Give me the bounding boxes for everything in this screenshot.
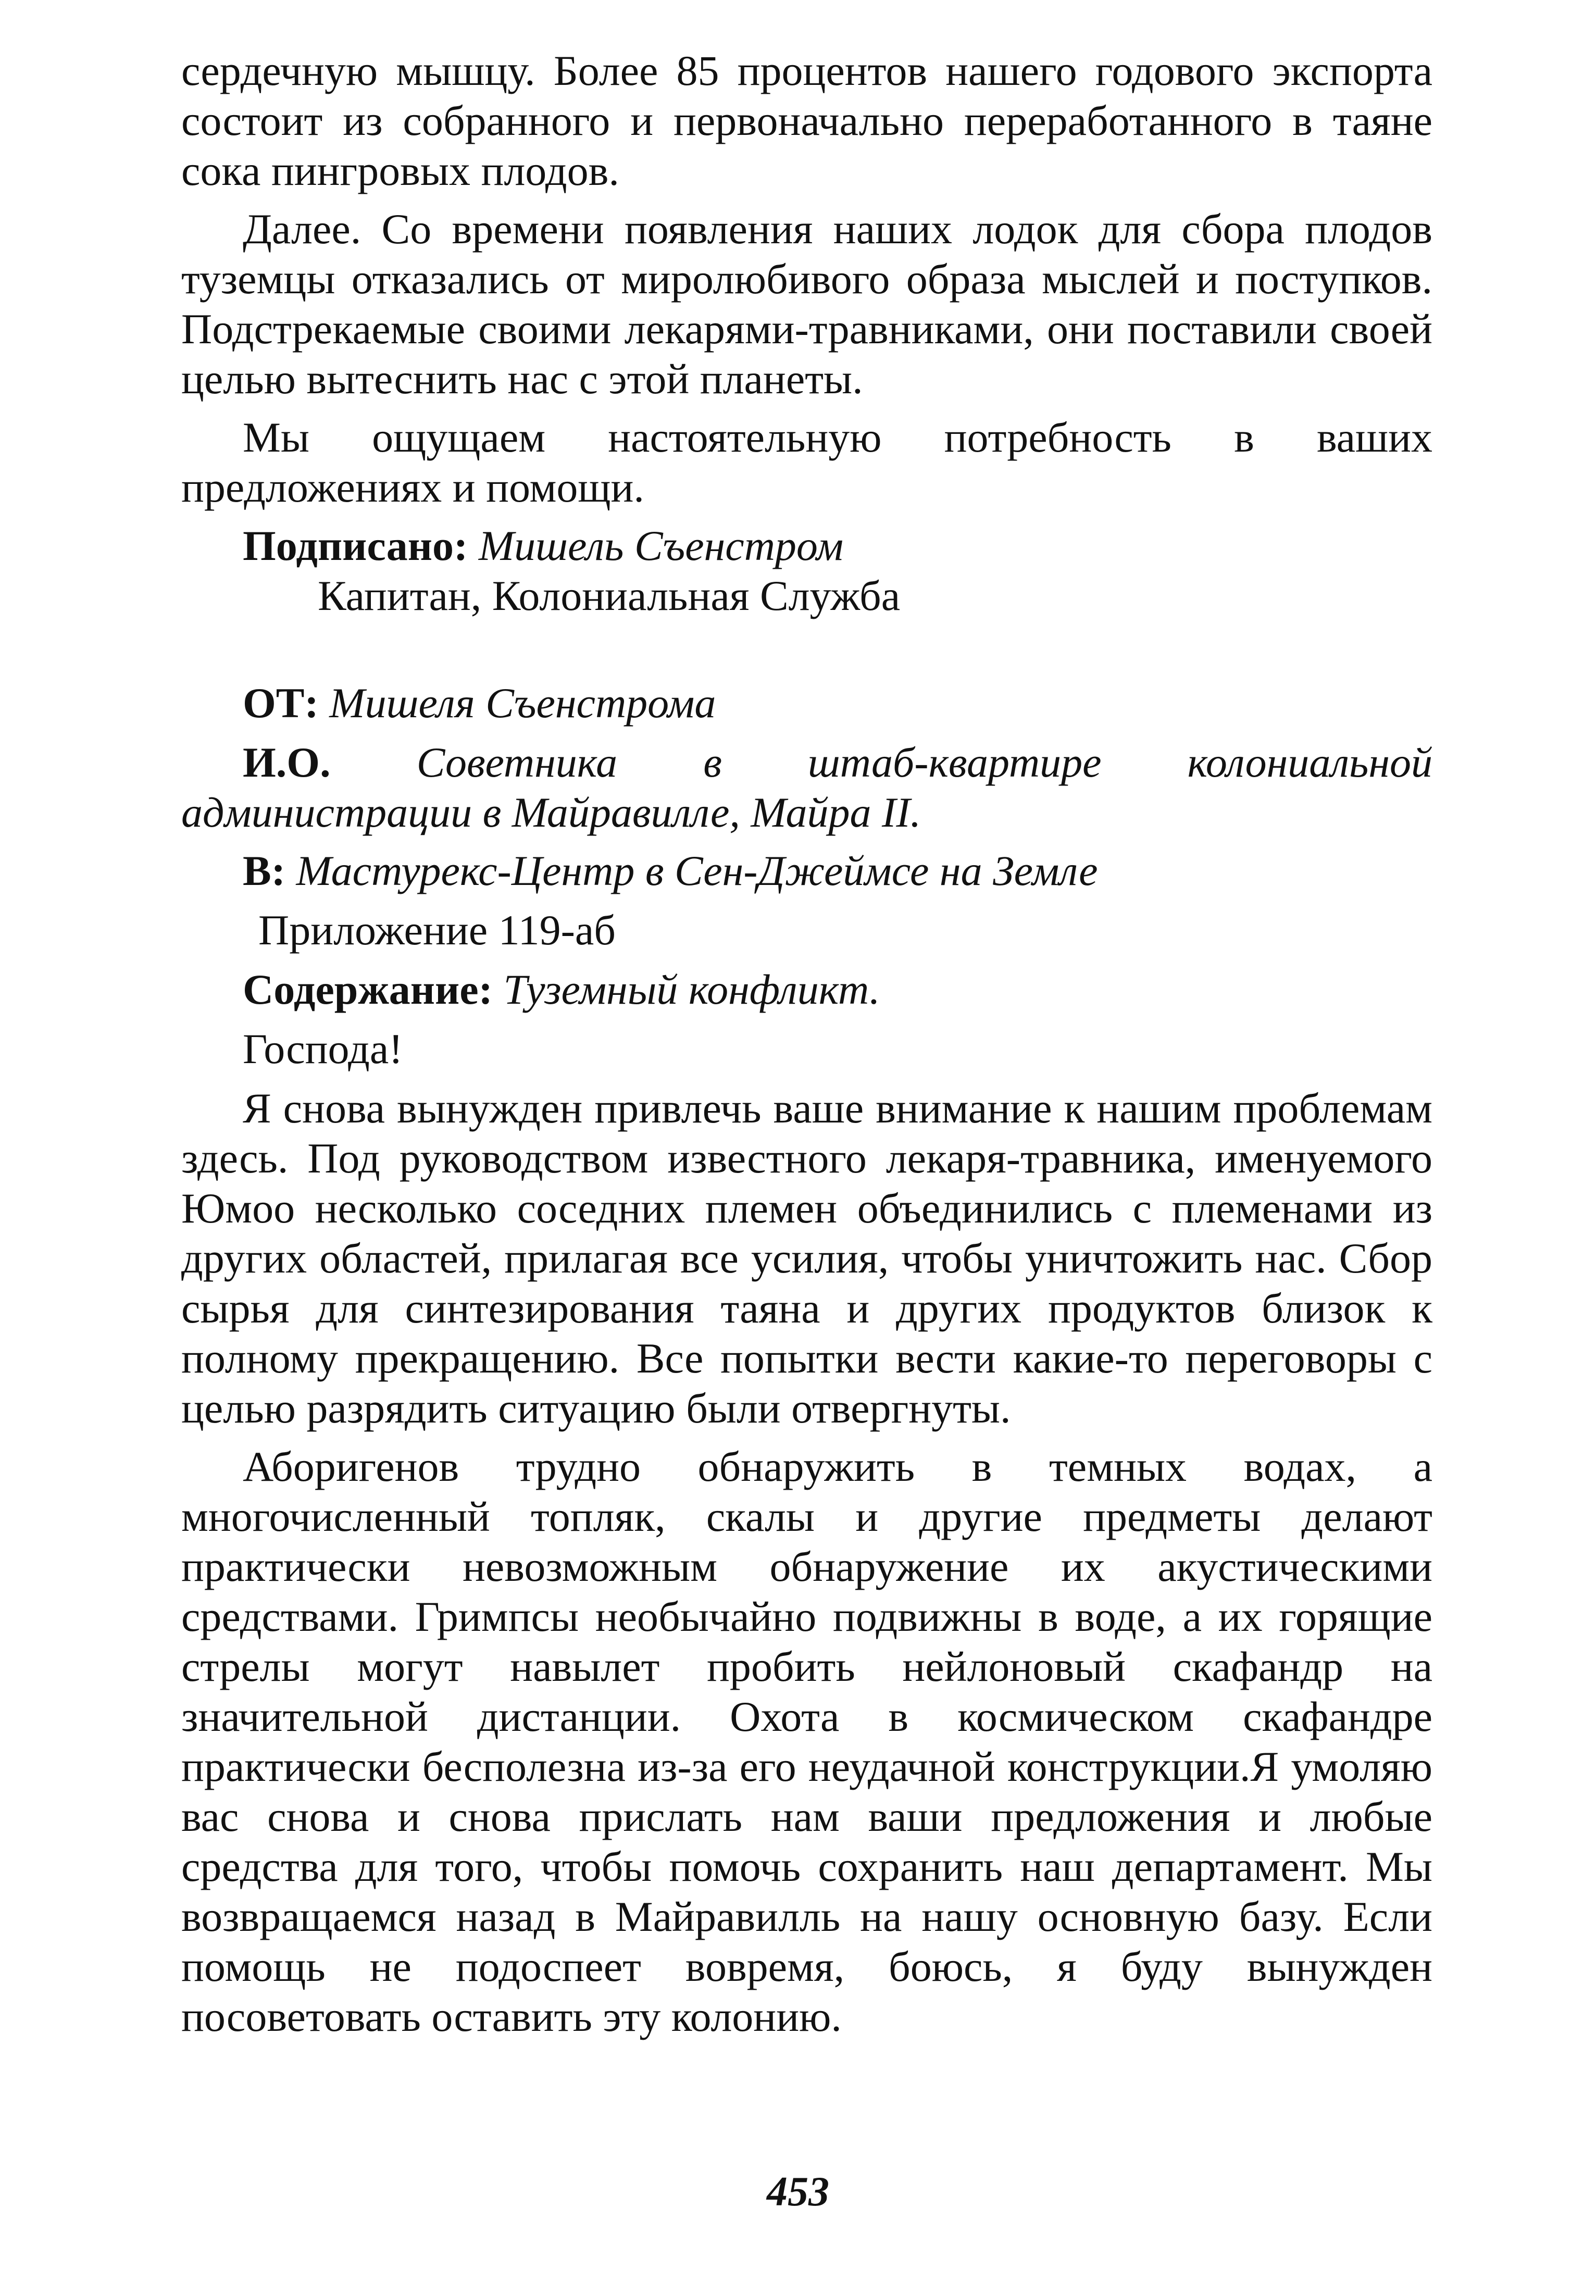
memo-acting-label: И.О. <box>243 739 331 786</box>
signature-line <box>181 521 1432 571</box>
memo-from-label: ОТ: <box>243 679 319 727</box>
memo-subject <box>181 965 1432 1015</box>
paragraph: Далее. Со времени появления наших лодок для сбора плодов туземцы отказались от миролюбивого образа мыслей и поступков. Подстрекаемые своими лекарями-травниками, они поставили своей целью вытеснить нас с этой планеты. <box>181 205 1432 403</box>
page-number: 453 <box>767 2169 829 2215</box>
memo-acting-value: Советника в штаб-квартире колониальной администрации в Майравилле, Майра II. <box>181 739 1432 836</box>
memo-to-value: Мастурекс-Центр в Сен-Джеймсе на Земле <box>296 847 1098 894</box>
paragraph-continuation: сердечную мышцу. Более 85 процентов нашего годового экспорта состоит из собранного и первоначально переработанного в таяне сока пингровых плодов. <box>181 47 1432 194</box>
memo-acting <box>181 738 1432 838</box>
memo-subject-label: Содержание: <box>243 966 493 1013</box>
memo-salutation: Господа! <box>243 1025 403 1072</box>
memo-attachment: Приложение 119-аб <box>258 906 616 954</box>
memo-subject-value: Туземный конфликт. <box>503 966 880 1013</box>
paragraph: Я снова вынужден привлечь ваше внимание к нашим проблемам здесь. Под руководством известного лекаря-травника, именуемого Юмоо несколько соседних племен объединились с племенами из других областей, прилагая все усилия, чтобы уничтожить нас. Сбор сырья для синтезирования таяна и других продуктов близок к полному прекращению. Все попытки вести какие-то переговоры с целью разрядить ситуацию были отвергнуты. <box>181 1084 1432 1432</box>
signature-name: Мишель Съенстром <box>478 522 844 569</box>
book-page <box>181 46 1432 2050</box>
signature-label: Подписано: <box>243 522 468 569</box>
memo-from-value: Мишеля Съенстрома <box>329 679 716 727</box>
signature-title: Капитан, Колониальная Служба <box>318 572 901 619</box>
memo-to <box>181 846 1432 896</box>
memo-to-label: В: <box>243 847 285 894</box>
paragraph: Аборигенов трудно обнаружить в темных водах, а многочисленный топляк, скалы и другие предметы делают практически невозможным обнаружение их акустическими средствами. Гримпсы необычайно подвижны в воде, а их горящие стрелы могут навылет пробить нейлоновый скафандр на значительной дистанции. Охота в космическом скафандре практически бесполезна из-за его неудачной конструкции.Я умоляю вас снова и снова прислать нам ваши предложения и любые средства для того, чтобы помочь сохранить наш департамент. Мы возвращаемся назад в Майравилль на нашу основную базу. Если помощь не подоспеет вовремя, боюсь, я буду вынужден посоветовать оставить эту колонию. <box>181 1443 1432 2040</box>
section-gap <box>181 621 1432 678</box>
paragraph: Мы ощущаем настоятельную потребность в ваших предложениях и помощи. <box>181 414 1432 511</box>
memo-from <box>181 678 1432 728</box>
